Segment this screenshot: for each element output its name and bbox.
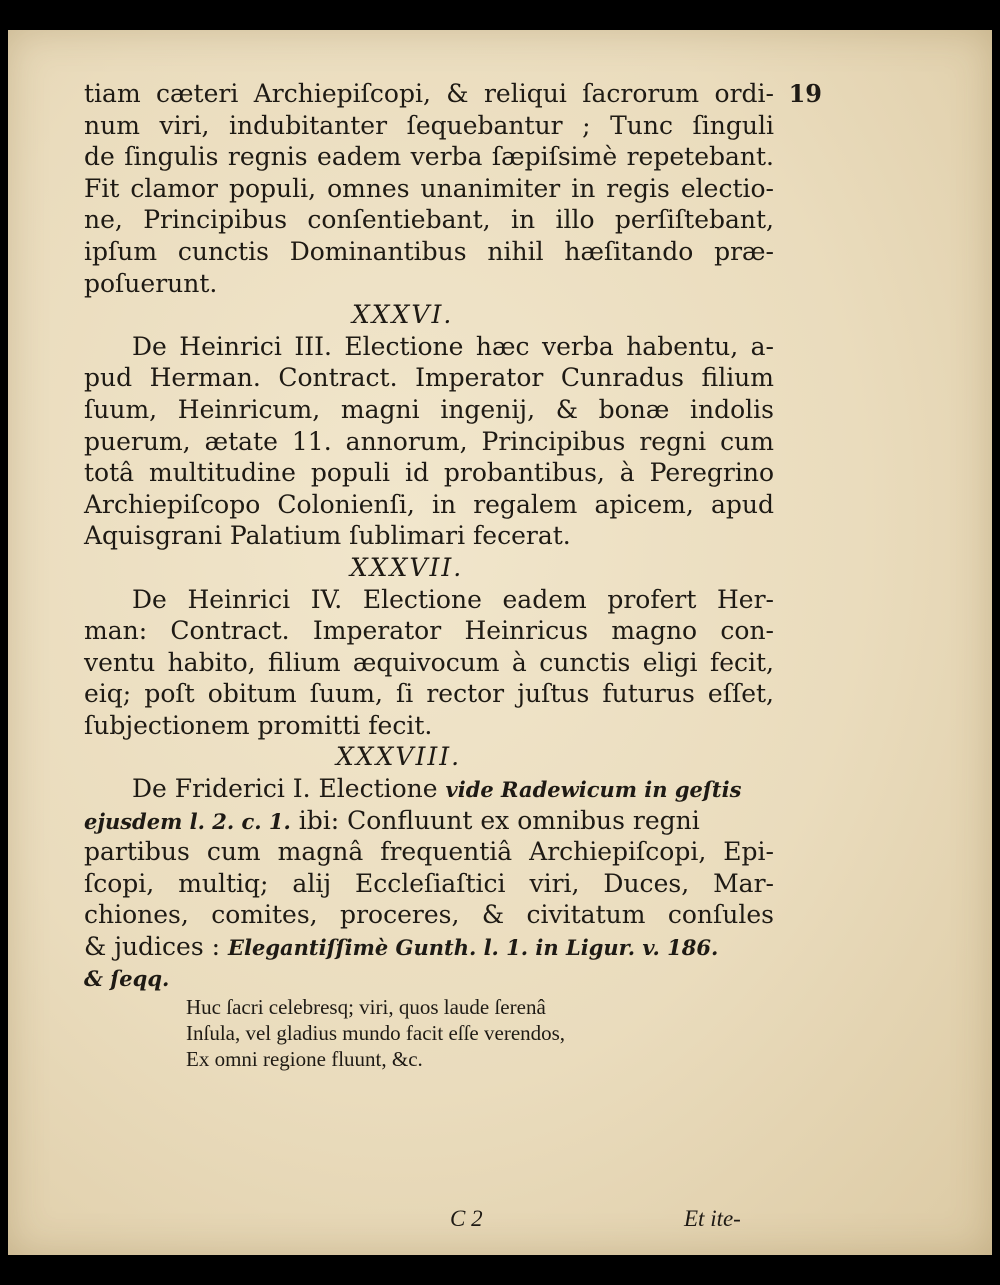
text-line: pud Herman. Contract. Imperator Cunradus filium [84,363,774,393]
text-line: ipſum cunctis Dominantibus nihil hæſitando præ- [84,236,774,266]
text-line: partibus cum magnâ frequentiâ Archiepiſcopi, Epi- [84,837,774,867]
text-line: tiam cæteri Archiepiſcopi, & reliqui ſacrorum ordi- 19 [84,79,822,108]
verse-line: Inſula, vel gladius mundo facit eſſe verendos, [186,1021,566,1046]
signature-mark: C 2 [450,1206,483,1231]
text-span: & judices : [84,932,228,962]
text-line: puerum, ætate 11. annorum, Principibus regni cum [84,426,774,456]
text-line: man: Contract. Imperator Heinricus magno con- [84,616,774,646]
section-heading: XXXVI. [352,300,454,330]
text-line: ne, Principibus conſentiebant, in illo perſiſtebant, [84,205,774,235]
verse-line: Ex omni regione fluunt, &c. [186,1047,423,1072]
text-line: De Heinrici III. Electione hæc verba habentu, a- [132,331,774,361]
citation: vide Radewicum in geſtis [445,777,742,803]
text-span: De Friderici I. Electione [132,774,446,804]
text-line: De Heinrici IV. Electione eadem profert Her- [132,584,774,614]
text-line: ventu habito, filium æquivocum à cunctis eligi fecit, [84,647,774,677]
text-span: ibi: Confluunt ex omnibus regni [290,805,700,835]
text-line: Fit clamor populi, omnes unanimiter in regis electio- [84,173,774,203]
text-line: & ſeqq. [84,965,170,991]
section-heading: XXXVII. [350,552,464,582]
text-line: de ſingulis regnis eadem verba ſæpiſsimè repetebant. [84,142,774,172]
text-line: chiones, comites, proceres, & civitatum conſules [84,900,774,930]
text-block [84,78,822,1231]
text-line: ſcopi, multiq; alij Eccleſiaſtici viri, Duces, Mar- [84,868,774,898]
catchword: Et ite- [684,1206,741,1231]
text-line: Aquisgrani Palatium ſublimari fecerat. [84,521,571,551]
text-line [84,805,774,837]
text-line [84,773,774,805]
text-line: eiq; poſt obitum ſuum, ſi rector juſtus futurus eſſet, [84,679,774,709]
text-line: totâ multitudine populi id probantibus, à Peregrino [84,458,774,488]
text-line: ſuum, Heinricum, magni ingenij, & bonæ indolis [84,394,774,424]
verse-line: Huc ſacri celebresq; viri, quos laude ſerenâ [186,995,546,1020]
text-line: Archiepiſcopo Colonienſi, in regalem apicem, apud [84,489,774,519]
citation: ejusdem l. 2. c. 1. [84,808,291,834]
section-heading: XXXVIII. [336,742,462,772]
text-line: ſubjectionem promitti fecit. [84,710,433,740]
text-line: num viri, indubitanter ſequebantur ; Tunc ſinguli [84,110,774,140]
book-page [8,30,992,1255]
text-line [84,931,774,963]
page-number: 19 [788,79,822,108]
text-line: poſuerunt. [84,268,218,298]
citation: Elegantiſſimè Gunth. l. 1. in Ligur. v. 186. [228,935,719,961]
